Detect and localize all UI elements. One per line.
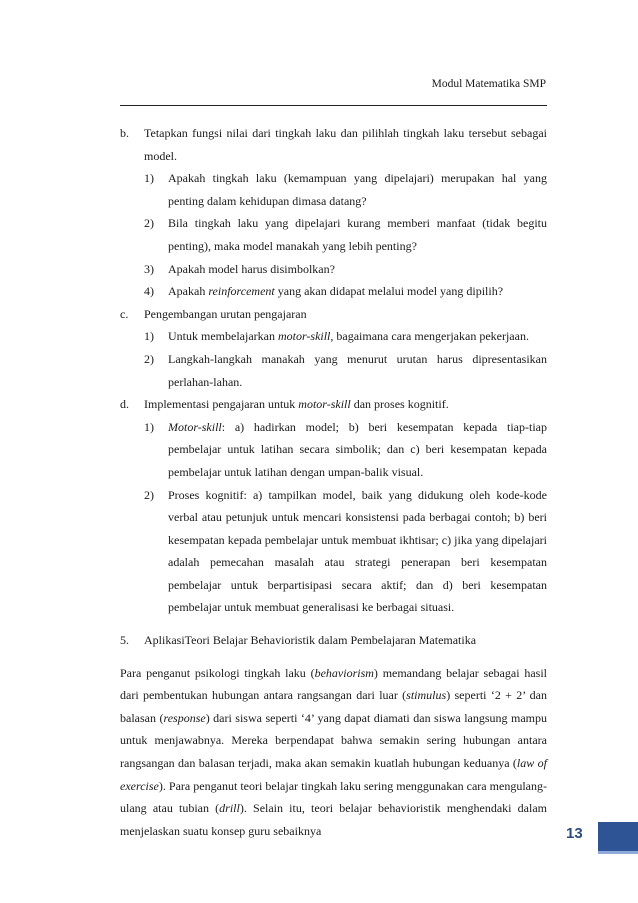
sub-item — [144, 416, 547, 484]
page-tab-underline — [598, 851, 638, 854]
text-span: yang akan didapat melalui model yang dipilih? — [274, 284, 504, 299]
text-span: Implementasi pengajaran untuk — [144, 397, 299, 412]
sub-item-number: 2) — [144, 351, 154, 366]
text-span: ) seperti ‘2 + 2’ dan balasan ( — [120, 688, 547, 725]
section-number: 5. — [120, 633, 129, 648]
text-span: ). Selain itu, teori belajar behavioristik menghendaki dalam menjelaskan suatu konsep guru sebaiknya — [120, 801, 547, 838]
sub-item-text: Proses kognitif: a) tampilkan model, baik yang didukung oleh kode-kode verbal atau petunjuk untuk mencari konsistensi pada berbagai contoh; b) beri kesempatan kepada pembelajar untuk membuat ikhtisar; c) jika yang dipelajari adalah pemecahan masalah atau strategi penerapan beri kesempatan pembelajar untuk berpartisipasi secara aktif; dan d) beri kesempatan pembelajar untuk membuat generalisasi ke berbagai situasi. — [168, 487, 547, 615]
text-span: ). Para penganut teori belajar tingkah laku sering menggunakan cara mengulang-ulang atau tubian ( — [120, 778, 547, 816]
sub-item-number: 2) — [144, 487, 154, 502]
sub-item-text — [168, 416, 547, 484]
sub-item-text — [168, 280, 547, 303]
sub-item — [144, 212, 547, 257]
sub-item-text — [168, 325, 547, 348]
item-text: Tetapkan fungsi nilai dari tingkah laku dan pilihlah tingkah laku tersebut sebagai model. — [144, 126, 547, 163]
item-label: d. — [120, 397, 129, 412]
sub-item — [144, 348, 547, 393]
page-content — [120, 122, 547, 842]
text-span: Para penganut psikologi tingkah laku ( — [120, 665, 315, 680]
sub-item — [144, 484, 547, 620]
sub-item — [144, 167, 547, 212]
sub-item-text: Langkah-langkah manakah yang menurut urutan harus dipresentasikan perlahan-lahan. — [168, 351, 547, 389]
italic-term: reinforcement — [208, 284, 275, 299]
sub-item-number: 1) — [144, 329, 154, 344]
italic-term: motor-skill — [298, 397, 351, 412]
sub-item-number: 2) — [144, 216, 154, 231]
text-span: ) dari siswa seperti ‘4’ yang dapat diamati dan siswa langsung mampu untuk menjawabnya. Mereka berpendapat bahwa semakin sering hubungan antara rangsangan dan balasan terjadi, maka akan semakin kuatlah hubungan keduanya ( — [120, 710, 547, 771]
sub-item-number: 3) — [144, 261, 154, 276]
body-paragraph — [120, 662, 547, 843]
italic-term: Motor-skill — [168, 419, 222, 434]
italic-term: motor-skill — [277, 329, 331, 344]
italic-term: response — [163, 710, 206, 725]
italic-term: drill — [219, 801, 240, 816]
sub-item-number: 4) — [144, 284, 154, 299]
sub-item-text: Apakah tingkah laku (kemampuan yang dipelajari) merupakan hal yang penting dalam kehidupan dimasa datang? — [168, 171, 547, 208]
section-title: AplikasiTeori Belajar Behavioristik dalam Pembelajaran Matematika — [144, 633, 477, 648]
page-tab-decoration — [598, 822, 638, 852]
text-span: , bagaimana cara mengerjakan pekerjaan. — [330, 329, 529, 344]
page-header: Modul Matematika SMP — [431, 78, 546, 90]
sub-item — [144, 325, 547, 348]
sub-item-number: 1) — [144, 419, 154, 434]
sub-item-number: 1) — [144, 171, 154, 186]
section-heading — [120, 629, 547, 652]
text-span: Untuk membelajarkan — [168, 329, 278, 344]
italic-term: stimulus — [406, 688, 447, 703]
page-number: 13 — [566, 825, 583, 842]
item-text — [144, 393, 547, 416]
text-span: dan proses kognitif. — [350, 397, 449, 412]
item-c — [120, 303, 547, 326]
header-rule — [120, 105, 547, 106]
sub-item-text: Apakah model harus disimbolkan? — [168, 261, 335, 276]
italic-term: law of exercise — [120, 756, 547, 793]
sub-item — [144, 280, 547, 303]
item-label: c. — [120, 306, 129, 321]
item-b — [120, 122, 547, 167]
item-d — [120, 393, 547, 416]
text-span: Apakah — [168, 284, 209, 299]
item-label: b. — [120, 126, 129, 140]
sub-item — [144, 258, 547, 281]
italic-term: behaviorism — [314, 665, 374, 680]
sub-item-text: Bila tingkah laku yang dipelajari kurang memberi manfaat (tidak begitu penting), maka model manakah yang lebih penting? — [168, 216, 547, 253]
text-span: ) memandang belajar sebagai hasil dari pembentukan hubungan antara rangsangan dari luar ( — [120, 665, 547, 703]
item-text: Pengembangan urutan pengajaran — [144, 306, 307, 321]
text-span: : a) hadirkan model; b) beri kesempatan kepada tiap-tiap pembelajar untuk latihan secara simbolik; dan c) beri kesempatan kepada pembelajar untuk latihan dengan umpan-balik visual. — [168, 419, 547, 479]
